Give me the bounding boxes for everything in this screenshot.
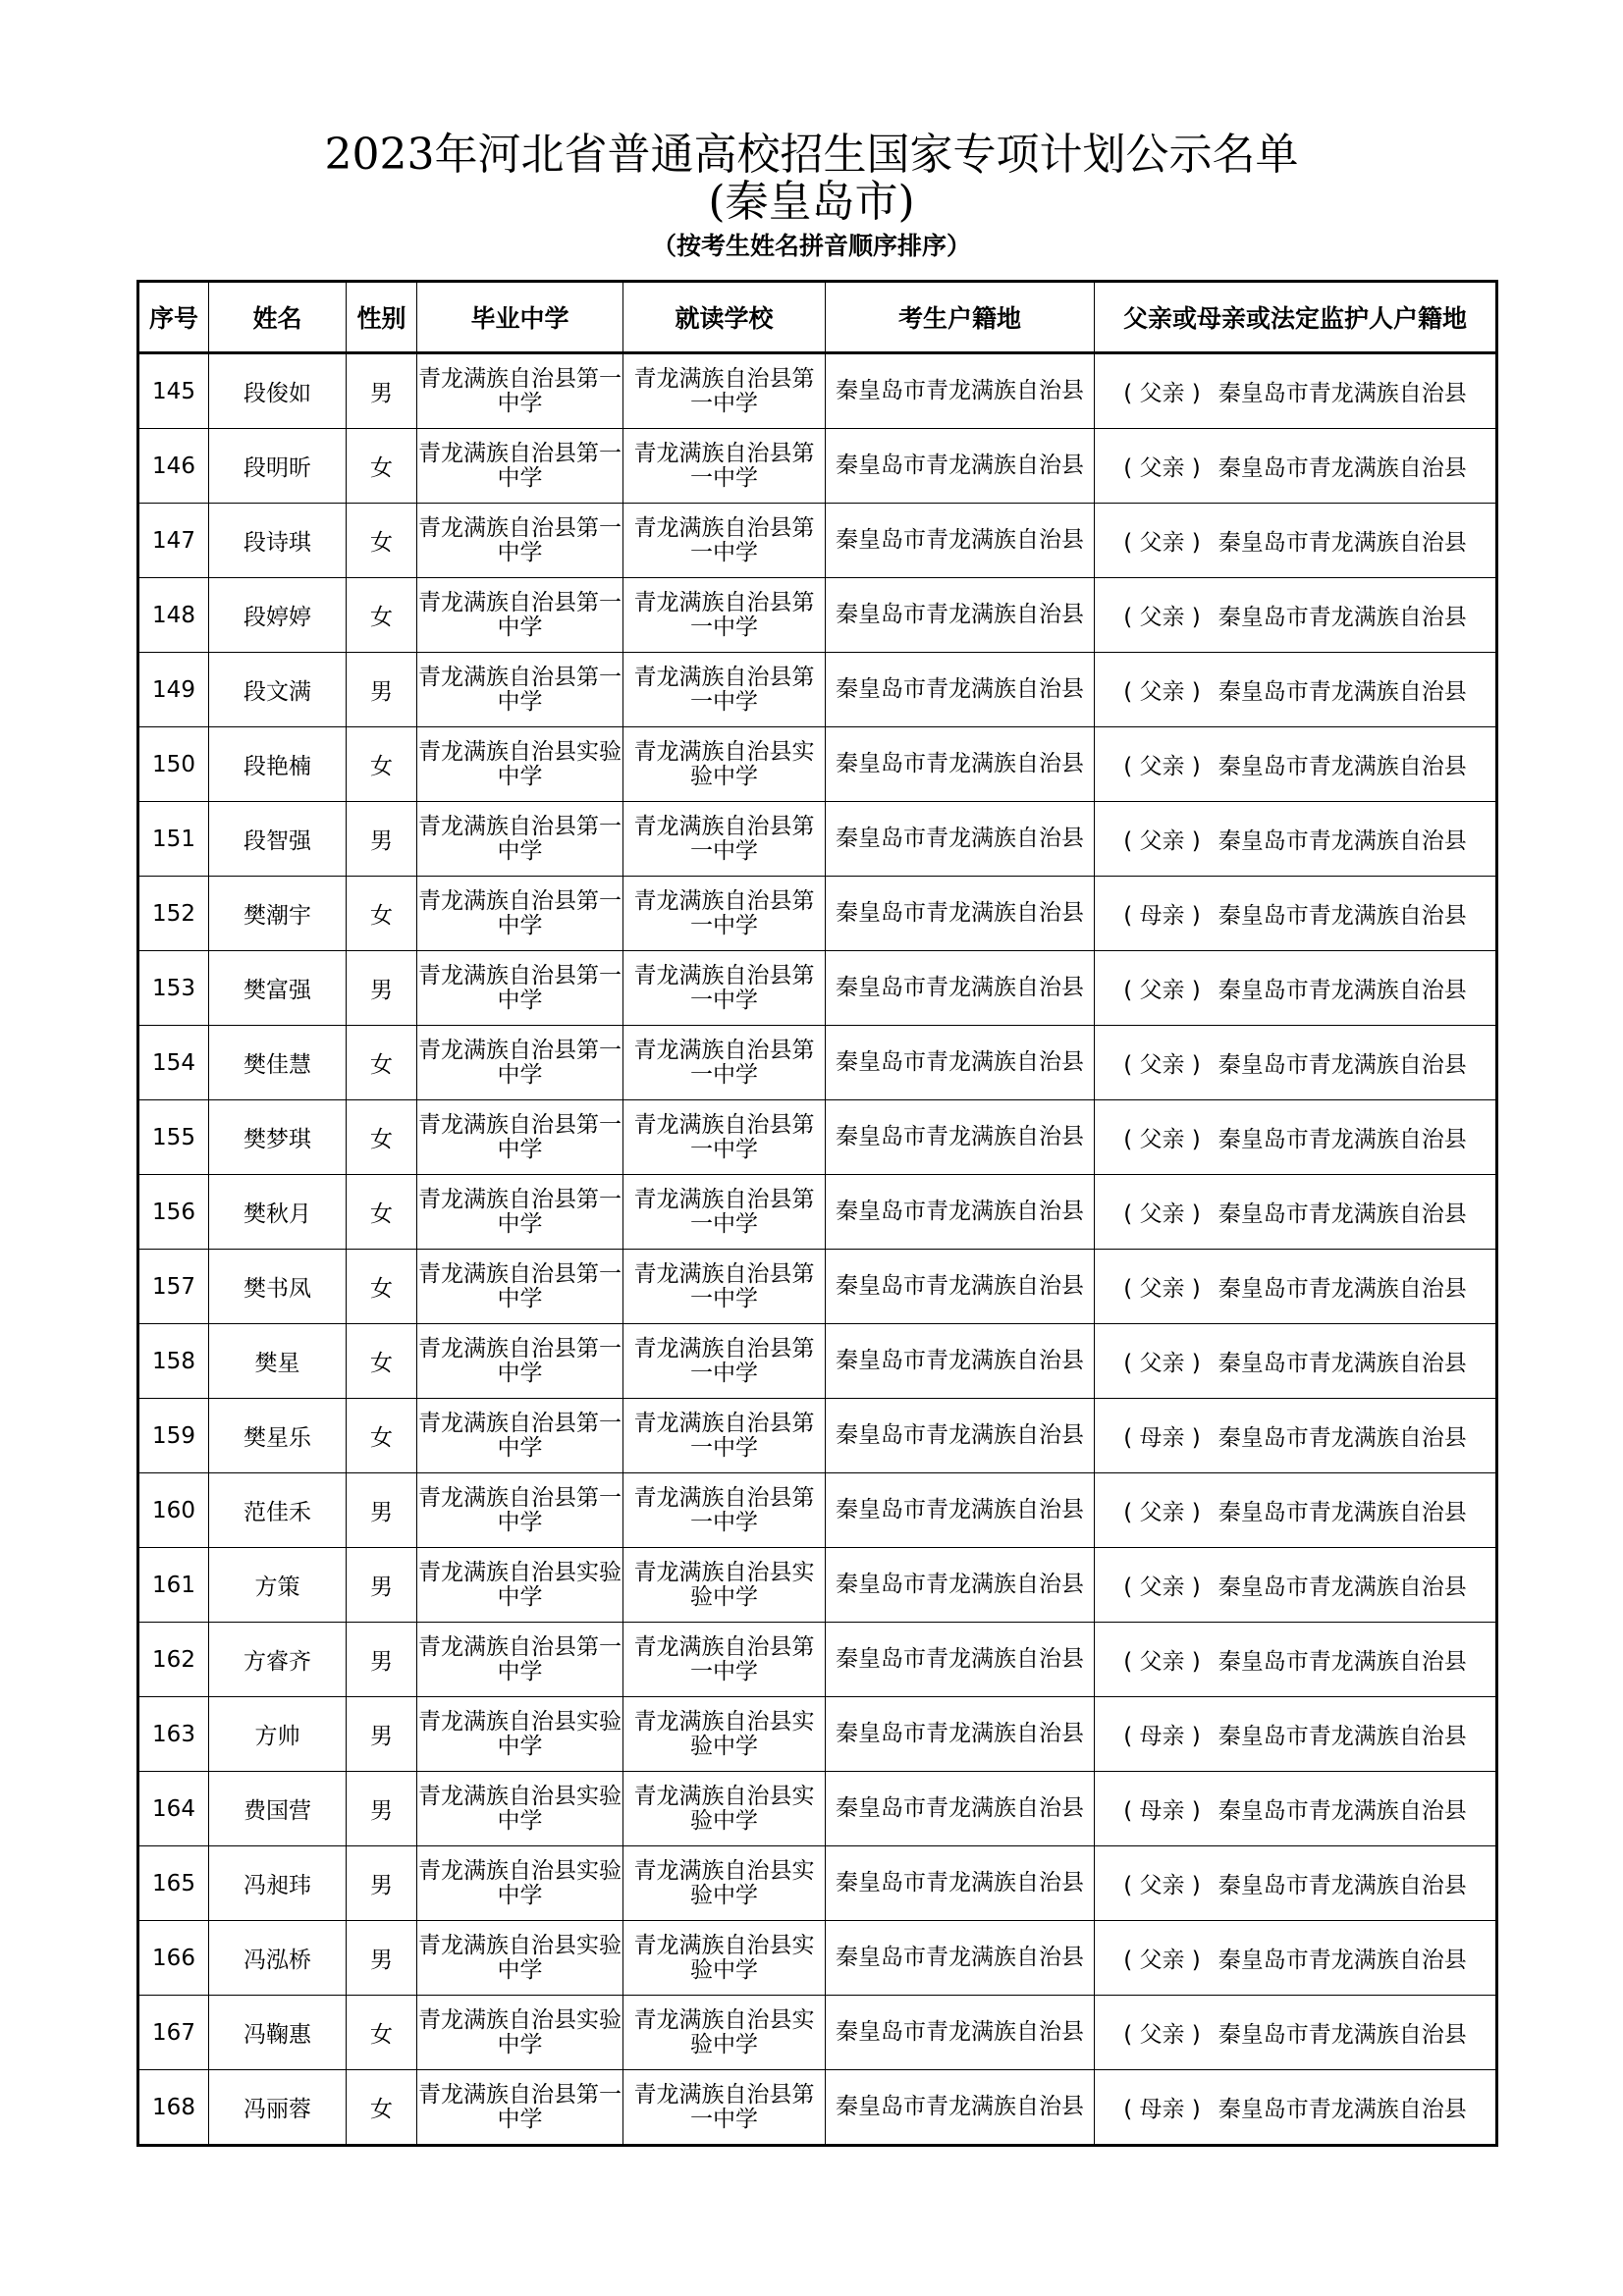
guardian-relation: ( 父亲 ): [1123, 455, 1201, 481]
cell-guardian-hukou: [1095, 951, 1497, 1026]
cell-current-school: 青龙满族自治县第一中学: [623, 802, 826, 877]
cell-gender: 男: [347, 1846, 417, 1921]
table-row: [138, 727, 1497, 802]
guardian-location: 秦皇岛市青龙满族自治县: [1217, 1948, 1467, 1973]
cell-seq: 146: [138, 429, 209, 504]
table-row: [138, 2070, 1497, 2146]
guardian-location: 秦皇岛市青龙满族自治县: [1217, 1649, 1467, 1675]
cell-current-school: 青龙满族自治县第一中学: [623, 2070, 826, 2146]
guardian-location: 秦皇岛市青龙满族自治县: [1217, 903, 1467, 929]
cell-gender: 男: [347, 802, 417, 877]
cell-seq: 148: [138, 578, 209, 653]
cell-name: 樊星: [209, 1324, 347, 1399]
roster-body: [138, 353, 1497, 2146]
cell-gender: 女: [347, 578, 417, 653]
cell-seq: 164: [138, 1772, 209, 1846]
guardian-location: 秦皇岛市青龙满族自治县: [1217, 1798, 1467, 1824]
cell-student-hukou: 秦皇岛市青龙满族自治县: [826, 653, 1095, 727]
cell-guardian-hukou: [1095, 1399, 1497, 1473]
guardian-relation: ( 父亲 ): [1123, 381, 1201, 406]
guardian-relation: ( 父亲 ): [1123, 754, 1201, 779]
cell-student-hukou: 秦皇岛市青龙满族自治县: [826, 1100, 1095, 1175]
cell-seq: 159: [138, 1399, 209, 1473]
cell-current-school: 青龙满族自治县第一中学: [623, 1473, 826, 1548]
cell-guardian-hukou: [1095, 1921, 1497, 1996]
cell-seq: 162: [138, 1623, 209, 1697]
cell-guardian-hukou: [1095, 1846, 1497, 1921]
cell-guardian-hukou: [1095, 1473, 1497, 1548]
cell-seq: 149: [138, 653, 209, 727]
cell-guardian-hukou: [1095, 1250, 1497, 1324]
cell-name: 冯昶玮: [209, 1846, 347, 1921]
header-seq: 序号: [138, 282, 209, 353]
cell-gender: 女: [347, 1175, 417, 1250]
cell-guardian-hukou: [1095, 1548, 1497, 1623]
cell-student-hukou: 秦皇岛市青龙满族自治县: [826, 504, 1095, 578]
table-row: [138, 1100, 1497, 1175]
cell-current-school: 青龙满族自治县第一中学: [623, 353, 826, 429]
cell-student-hukou: 秦皇岛市青龙满族自治县: [826, 1697, 1095, 1772]
cell-seq: 166: [138, 1921, 209, 1996]
cell-student-hukou: 秦皇岛市青龙满族自治县: [826, 727, 1095, 802]
guardian-relation: ( 父亲 ): [1123, 1127, 1201, 1152]
guardian-relation: ( 母亲 ): [1123, 1798, 1201, 1824]
cell-guardian-hukou: [1095, 504, 1497, 578]
cell-current-school: 青龙满族自治县第一中学: [623, 1399, 826, 1473]
cell-name: 方策: [209, 1548, 347, 1623]
cell-graduation-school: 青龙满族自治县第一中学: [417, 802, 623, 877]
cell-graduation-school: 青龙满族自治县第一中学: [417, 1026, 623, 1100]
cell-graduation-school: 青龙满族自治县第一中学: [417, 1100, 623, 1175]
cell-name: 段俊如: [209, 353, 347, 429]
cell-name: 冯丽蓉: [209, 2070, 347, 2146]
cell-seq: 158: [138, 1324, 209, 1399]
cell-graduation-school: 青龙满族自治县第一中学: [417, 429, 623, 504]
sort-note: （按考生姓名拼音顺序排序）: [651, 232, 971, 260]
table-row: [138, 1921, 1497, 1996]
guardian-relation: ( 母亲 ): [1123, 1425, 1201, 1451]
cell-graduation-school: 青龙满族自治县第一中学: [417, 951, 623, 1026]
cell-graduation-school: 青龙满族自治县第一中学: [417, 1175, 623, 1250]
guardian-relation: ( 父亲 ): [1123, 1201, 1201, 1227]
cell-name: 樊佳慧: [209, 1026, 347, 1100]
table-row: [138, 1473, 1497, 1548]
cell-current-school: 青龙满族自治县第一中学: [623, 951, 826, 1026]
cell-seq: 168: [138, 2070, 209, 2146]
cell-current-school: 青龙满族自治县实验中学: [623, 1772, 826, 1846]
guardian-location: 秦皇岛市青龙满族自治县: [1217, 1575, 1467, 1600]
guardian-location: 秦皇岛市青龙满族自治县: [1217, 1052, 1467, 1078]
cell-student-hukou: 秦皇岛市青龙满族自治县: [826, 1399, 1095, 1473]
guardian-relation: ( 父亲 ): [1123, 2022, 1201, 2048]
table-row: [138, 1324, 1497, 1399]
header-row: [138, 282, 1497, 353]
roster-table: [136, 280, 1498, 2147]
cell-student-hukou: 秦皇岛市青龙满族自治县: [826, 1250, 1095, 1324]
cell-gender: 女: [347, 1100, 417, 1175]
cell-student-hukou: 秦皇岛市青龙满族自治县: [826, 429, 1095, 504]
cell-current-school: 青龙满族自治县第一中学: [623, 1026, 826, 1100]
guardian-relation: ( 父亲 ): [1123, 1575, 1201, 1600]
cell-name: 段文满: [209, 653, 347, 727]
cell-student-hukou: 秦皇岛市青龙满族自治县: [826, 877, 1095, 951]
cell-name: 段艳楠: [209, 727, 347, 802]
cell-graduation-school: 青龙满族自治县第一中学: [417, 578, 623, 653]
table-row: [138, 951, 1497, 1026]
cell-current-school: 青龙满族自治县实验中学: [623, 1548, 826, 1623]
cell-seq: 167: [138, 1996, 209, 2070]
cell-student-hukou: 秦皇岛市青龙满族自治县: [826, 951, 1095, 1026]
cell-current-school: 青龙满族自治县第一中学: [623, 504, 826, 578]
cell-name: 樊梦琪: [209, 1100, 347, 1175]
cell-current-school: 青龙满族自治县实验中学: [623, 1846, 826, 1921]
cell-graduation-school: 青龙满族自治县实验中学: [417, 1548, 623, 1623]
cell-gender: 男: [347, 1623, 417, 1697]
guardian-relation: ( 父亲 ): [1123, 828, 1201, 854]
header-guardian-hukou: 父亲或母亲或法定监护人户籍地: [1095, 282, 1497, 353]
guardian-location: 秦皇岛市青龙满族自治县: [1217, 2022, 1467, 2048]
cell-current-school: 青龙满族自治县实验中学: [623, 1996, 826, 2070]
cell-current-school: 青龙满族自治县实验中学: [623, 727, 826, 802]
cell-name: 樊富强: [209, 951, 347, 1026]
cell-seq: 151: [138, 802, 209, 877]
cell-current-school: 青龙满族自治县第一中学: [623, 429, 826, 504]
cell-name: 樊星乐: [209, 1399, 347, 1473]
guardian-location: 秦皇岛市青龙满族自治县: [1217, 1500, 1467, 1525]
cell-graduation-school: 青龙满族自治县实验中学: [417, 1772, 623, 1846]
cell-gender: 男: [347, 1697, 417, 1772]
table-row: [138, 1548, 1497, 1623]
cell-gender: 女: [347, 1250, 417, 1324]
cell-guardian-hukou: [1095, 1623, 1497, 1697]
cell-name: 樊秋月: [209, 1175, 347, 1250]
table-row: [138, 1772, 1497, 1846]
cell-name: 方帅: [209, 1697, 347, 1772]
guardian-relation: ( 父亲 ): [1123, 1276, 1201, 1302]
table-row: [138, 1996, 1497, 2070]
guardian-relation: ( 父亲 ): [1123, 1948, 1201, 1973]
cell-gender: 男: [347, 951, 417, 1026]
cell-graduation-school: 青龙满族自治县第一中学: [417, 2070, 623, 2146]
guardian-location: 秦皇岛市青龙满族自治县: [1217, 754, 1467, 779]
table-row: [138, 653, 1497, 727]
cell-current-school: 青龙满族自治县第一中学: [623, 653, 826, 727]
cell-seq: 163: [138, 1697, 209, 1772]
cell-guardian-hukou: [1095, 353, 1497, 429]
guardian-location: 秦皇岛市青龙满族自治县: [1217, 1873, 1467, 1898]
cell-seq: 160: [138, 1473, 209, 1548]
cell-current-school: 青龙满族自治县第一中学: [623, 1250, 826, 1324]
cell-gender: 女: [347, 877, 417, 951]
table-row: [138, 1250, 1497, 1324]
cell-guardian-hukou: [1095, 727, 1497, 802]
guardian-location: 秦皇岛市青龙满族自治县: [1217, 1276, 1467, 1302]
cell-name: 段诗琪: [209, 504, 347, 578]
cell-guardian-hukou: [1095, 429, 1497, 504]
cell-gender: 男: [347, 1473, 417, 1548]
cell-gender: 男: [347, 653, 417, 727]
cell-current-school: 青龙满族自治县实验中学: [623, 1697, 826, 1772]
cell-student-hukou: 秦皇岛市青龙满族自治县: [826, 1921, 1095, 1996]
cell-guardian-hukou: [1095, 2070, 1497, 2146]
cell-student-hukou: 秦皇岛市青龙满族自治县: [826, 1175, 1095, 1250]
cell-graduation-school: 青龙满族自治县第一中学: [417, 1399, 623, 1473]
header-graduation-school: 毕业中学: [417, 282, 623, 353]
cell-graduation-school: 青龙满族自治县实验中学: [417, 1996, 623, 2070]
cell-name: 冯泓桥: [209, 1921, 347, 1996]
guardian-relation: ( 父亲 ): [1123, 1649, 1201, 1675]
guardian-relation: ( 父亲 ): [1123, 530, 1201, 556]
cell-seq: 155: [138, 1100, 209, 1175]
cell-guardian-hukou: [1095, 1697, 1497, 1772]
cell-student-hukou: 秦皇岛市青龙满族自治县: [826, 802, 1095, 877]
cell-gender: 女: [347, 727, 417, 802]
guardian-location: 秦皇岛市青龙满族自治县: [1217, 978, 1467, 1003]
cell-student-hukou: 秦皇岛市青龙满族自治县: [826, 1846, 1095, 1921]
cell-guardian-hukou: [1095, 1324, 1497, 1399]
table-row: [138, 1846, 1497, 1921]
cell-student-hukou: 秦皇岛市青龙满族自治县: [826, 1324, 1095, 1399]
cell-seq: 161: [138, 1548, 209, 1623]
cell-graduation-school: 青龙满族自治县第一中学: [417, 504, 623, 578]
cell-name: 方睿齐: [209, 1623, 347, 1697]
cell-graduation-school: 青龙满族自治县实验中学: [417, 1846, 623, 1921]
cell-name: 樊书凤: [209, 1250, 347, 1324]
cell-graduation-school: 青龙满族自治县第一中学: [417, 1250, 623, 1324]
cell-guardian-hukou: [1095, 1175, 1497, 1250]
cell-guardian-hukou: [1095, 1772, 1497, 1846]
guardian-relation: ( 父亲 ): [1123, 679, 1201, 705]
cell-seq: 153: [138, 951, 209, 1026]
guardian-location: 秦皇岛市青龙满族自治县: [1217, 2097, 1467, 2122]
guardian-location: 秦皇岛市青龙满族自治县: [1217, 1724, 1467, 1749]
cell-gender: 女: [347, 1996, 417, 2070]
cell-seq: 156: [138, 1175, 209, 1250]
guardian-relation: ( 父亲 ): [1123, 1873, 1201, 1898]
guardian-relation: ( 母亲 ): [1123, 903, 1201, 929]
guardian-location: 秦皇岛市青龙满族自治县: [1217, 1127, 1467, 1152]
guardian-location: 秦皇岛市青龙满族自治县: [1217, 455, 1467, 481]
cell-student-hukou: 秦皇岛市青龙满族自治县: [826, 1026, 1095, 1100]
cell-current-school: 青龙满族自治县第一中学: [623, 1175, 826, 1250]
table-row: [138, 1175, 1497, 1250]
guardian-location: 秦皇岛市青龙满族自治县: [1217, 1425, 1467, 1451]
guardian-relation: ( 父亲 ): [1123, 1500, 1201, 1525]
cell-gender: 女: [347, 1399, 417, 1473]
cell-current-school: 青龙满族自治县第一中学: [623, 1100, 826, 1175]
cell-gender: 男: [347, 1921, 417, 1996]
header-name: 姓名: [209, 282, 347, 353]
table-row: [138, 504, 1497, 578]
cell-seq: 150: [138, 727, 209, 802]
cell-guardian-hukou: [1095, 578, 1497, 653]
cell-graduation-school: 青龙满族自治县第一中学: [417, 877, 623, 951]
cell-gender: 男: [347, 1548, 417, 1623]
table-row: [138, 1697, 1497, 1772]
cell-student-hukou: 秦皇岛市青龙满族自治县: [826, 1772, 1095, 1846]
cell-graduation-school: 青龙满族自治县实验中学: [417, 1921, 623, 1996]
table-row: [138, 877, 1497, 951]
table-row: [138, 1399, 1497, 1473]
cell-student-hukou: 秦皇岛市青龙满族自治县: [826, 1473, 1095, 1548]
cell-gender: 女: [347, 1026, 417, 1100]
cell-gender: 男: [347, 1772, 417, 1846]
table-row: [138, 353, 1497, 429]
cell-guardian-hukou: [1095, 1026, 1497, 1100]
guardian-location: 秦皇岛市青龙满族自治县: [1217, 679, 1467, 705]
table-row: [138, 578, 1497, 653]
cell-student-hukou: 秦皇岛市青龙满族自治县: [826, 1548, 1095, 1623]
page-title: 2023年河北省普通高校招生国家专项计划公示名单: [324, 130, 1299, 180]
cell-current-school: 青龙满族自治县第一中学: [623, 578, 826, 653]
cell-seq: 152: [138, 877, 209, 951]
cell-graduation-school: 青龙满族自治县第一中学: [417, 1473, 623, 1548]
cell-gender: 女: [347, 504, 417, 578]
table-row: [138, 1026, 1497, 1100]
guardian-relation: ( 父亲 ): [1123, 605, 1201, 630]
cell-current-school: 青龙满族自治县第一中学: [623, 877, 826, 951]
cell-graduation-school: 青龙满族自治县实验中学: [417, 1697, 623, 1772]
cell-graduation-school: 青龙满族自治县第一中学: [417, 1324, 623, 1399]
guardian-relation: ( 父亲 ): [1123, 1052, 1201, 1078]
cell-graduation-school: 青龙满族自治县第一中学: [417, 653, 623, 727]
guardian-location: 秦皇岛市青龙满族自治县: [1217, 605, 1467, 630]
cell-student-hukou: 秦皇岛市青龙满族自治县: [826, 578, 1095, 653]
cell-seq: 157: [138, 1250, 209, 1324]
cell-guardian-hukou: [1095, 877, 1497, 951]
cell-seq: 147: [138, 504, 209, 578]
cell-name: 费国营: [209, 1772, 347, 1846]
cell-graduation-school: 青龙满族自治县第一中学: [417, 353, 623, 429]
cell-gender: 女: [347, 429, 417, 504]
cell-student-hukou: 秦皇岛市青龙满族自治县: [826, 2070, 1095, 2146]
table-row: [138, 802, 1497, 877]
guardian-location: 秦皇岛市青龙满族自治县: [1217, 828, 1467, 854]
header-current-school: 就读学校: [623, 282, 826, 353]
cell-graduation-school: 青龙满族自治县第一中学: [417, 1623, 623, 1697]
cell-name: 樊潮宇: [209, 877, 347, 951]
guardian-location: 秦皇岛市青龙满族自治县: [1217, 1201, 1467, 1227]
cell-graduation-school: 青龙满族自治县实验中学: [417, 727, 623, 802]
cell-student-hukou: 秦皇岛市青龙满族自治县: [826, 1996, 1095, 2070]
cell-name: 段智强: [209, 802, 347, 877]
guardian-location: 秦皇岛市青龙满族自治县: [1217, 381, 1467, 406]
cell-current-school: 青龙满族自治县第一中学: [623, 1623, 826, 1697]
table-row: [138, 1623, 1497, 1697]
guardian-relation: ( 父亲 ): [1123, 978, 1201, 1003]
cell-current-school: 青龙满族自治县第一中学: [623, 1324, 826, 1399]
header-student-hukou: 考生户籍地: [826, 282, 1095, 353]
region-subtitle: (秦皇岛市): [708, 177, 915, 227]
table-row: [138, 429, 1497, 504]
cell-name: 段明昕: [209, 429, 347, 504]
cell-guardian-hukou: [1095, 802, 1497, 877]
cell-guardian-hukou: [1095, 653, 1497, 727]
cell-name: 段婷婷: [209, 578, 347, 653]
guardian-location: 秦皇岛市青龙满族自治县: [1217, 1351, 1467, 1376]
header-gender: 性别: [347, 282, 417, 353]
cell-student-hukou: 秦皇岛市青龙满族自治县: [826, 1623, 1095, 1697]
guardian-location: 秦皇岛市青龙满族自治县: [1217, 530, 1467, 556]
cell-seq: 154: [138, 1026, 209, 1100]
cell-name: 范佳禾: [209, 1473, 347, 1548]
cell-name: 冯鞠惠: [209, 1996, 347, 2070]
cell-guardian-hukou: [1095, 1996, 1497, 2070]
cell-student-hukou: 秦皇岛市青龙满族自治县: [826, 353, 1095, 429]
cell-gender: 女: [347, 2070, 417, 2146]
guardian-relation: ( 母亲 ): [1123, 1724, 1201, 1749]
guardian-relation: ( 母亲 ): [1123, 2097, 1201, 2122]
cell-seq: 145: [138, 353, 209, 429]
cell-gender: 女: [347, 1324, 417, 1399]
cell-current-school: 青龙满族自治县实验中学: [623, 1921, 826, 1996]
cell-gender: 男: [347, 353, 417, 429]
cell-seq: 165: [138, 1846, 209, 1921]
cell-guardian-hukou: [1095, 1100, 1497, 1175]
guardian-relation: ( 父亲 ): [1123, 1351, 1201, 1376]
